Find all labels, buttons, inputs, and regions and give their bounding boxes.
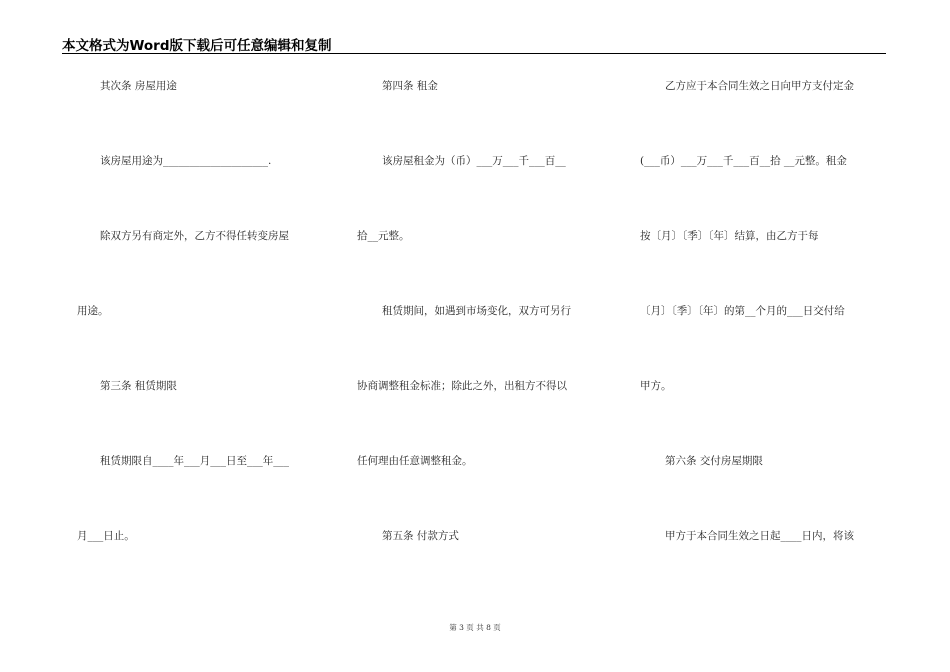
- text-line: 该房屋租金为（币）___万___千___百__: [382, 155, 566, 167]
- text-line: 按〔月〕〔季〕〔年〕结算，由乙方于每: [640, 230, 819, 242]
- text-line: 甲方。: [640, 380, 672, 392]
- text-line: 任何理由任意调整租金。: [357, 455, 473, 467]
- text-line: 月___日止。: [77, 530, 135, 542]
- text-line: 协商调整租金标准；除此之外，出租方不得以: [357, 380, 567, 392]
- text-line: 甲方于本合同生效之日起____日内，将该: [665, 530, 854, 542]
- text-line: 第六条 交付房屋期限: [665, 455, 763, 467]
- header-rule: [62, 53, 886, 54]
- text-line: 拾__元整。: [357, 230, 410, 242]
- text-line: 第四条 租金: [382, 80, 438, 92]
- text-line: 乙方应于本合同生效之日向甲方支付定金: [665, 80, 854, 92]
- text-line: 除双方另有商定外，乙方不得任转变房屋: [100, 230, 289, 242]
- text-line: 第三条 租赁期限: [100, 380, 177, 392]
- text-line: 用途。: [77, 305, 109, 317]
- text-line: 〔月〕〔季〕〔年〕的第__个月的___日交付给: [640, 305, 845, 317]
- text-line: 第五条 付款方式: [382, 530, 459, 542]
- text-line: 该房屋用途为____________________.: [100, 155, 272, 167]
- text-line: 租赁期限自____年___月___日至___年___: [100, 455, 289, 467]
- page-header-title: 本文格式为Word版下载后可任意编辑和复制: [62, 38, 332, 54]
- text-line: 租赁期间，如遇到市场变化，双方可另行: [382, 305, 571, 317]
- text-line: (___币）___万___千___百__拾 __元整。租金: [640, 155, 847, 167]
- page-number-footer: 第 3 页 共 8 页: [449, 623, 501, 632]
- text-line: 其次条 房屋用途: [100, 80, 177, 92]
